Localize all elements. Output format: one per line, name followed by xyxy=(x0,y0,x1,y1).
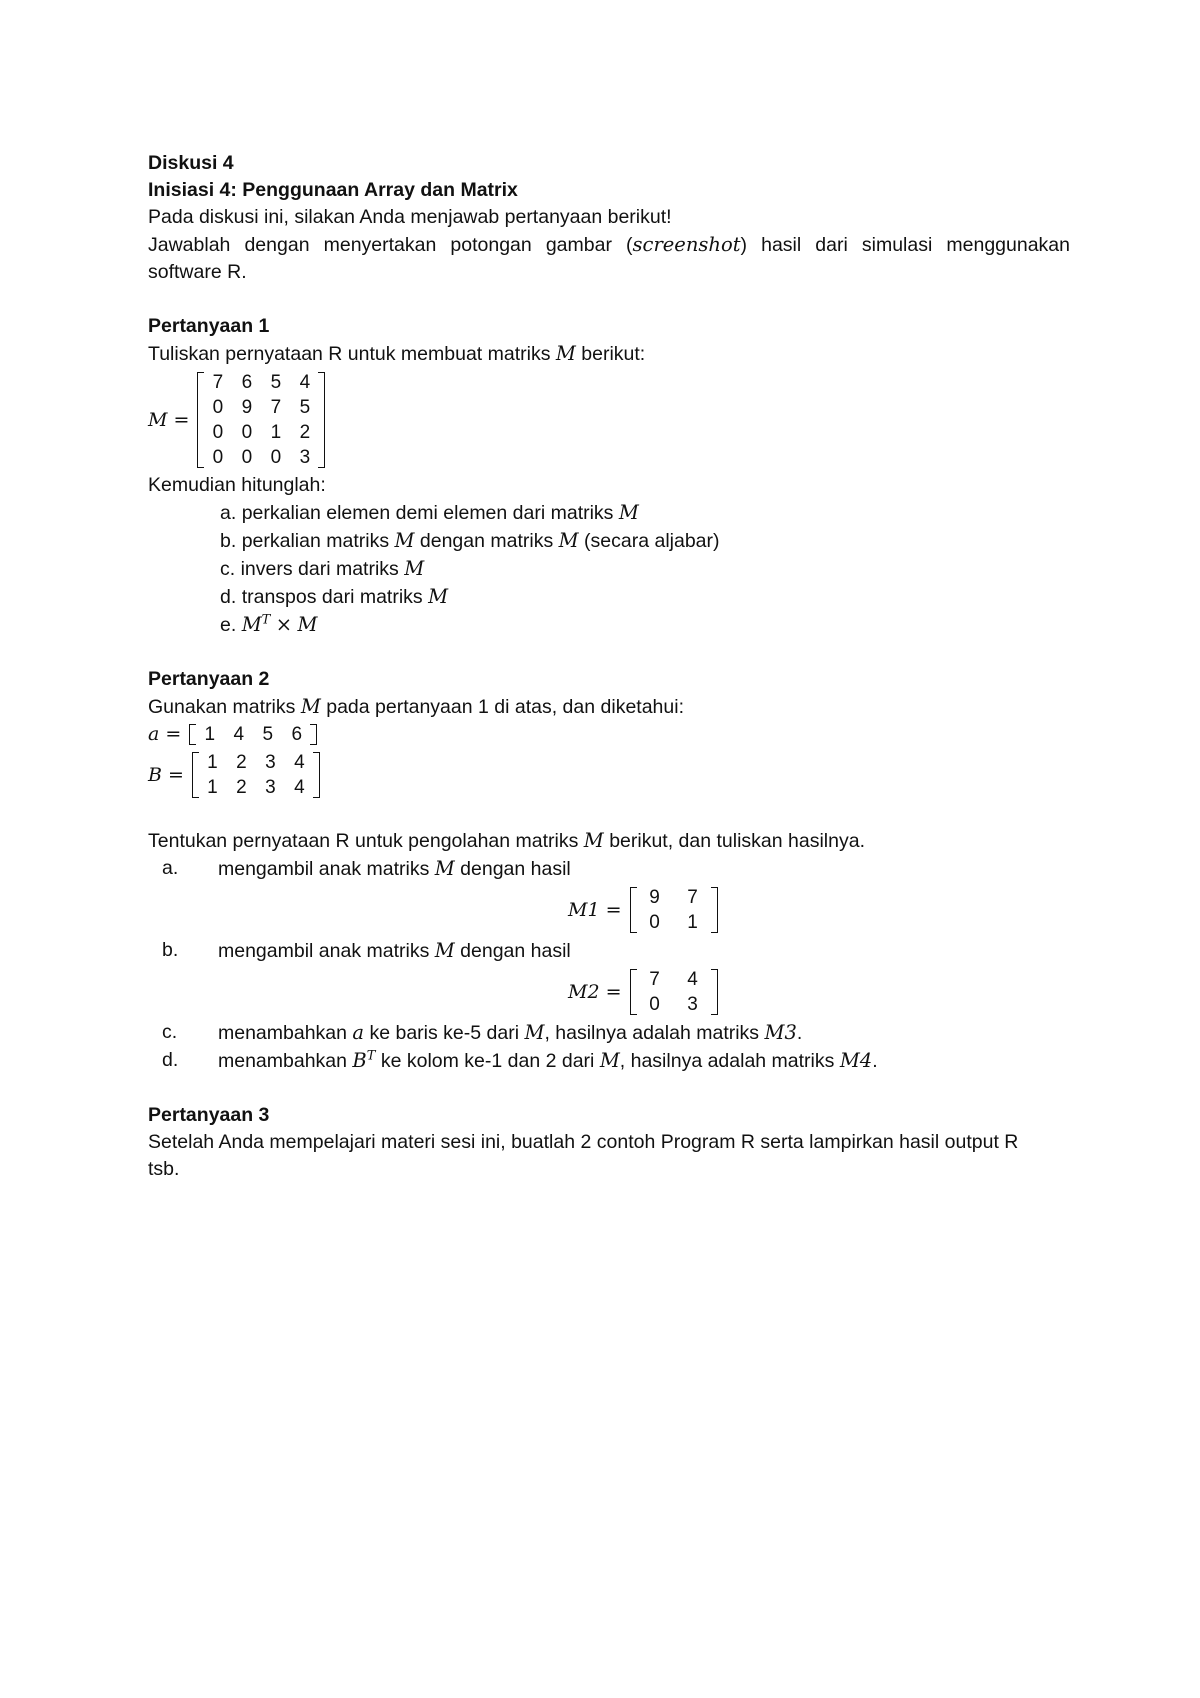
matrix-cell: 5 xyxy=(299,397,311,418)
q3-text-1: Setelah Anda mempelajari materi sesi ini, buatlah 2 contoh Program R serta lampirkan hasil output R xyxy=(148,1131,1019,1153)
q1-matrix-label: M = xyxy=(148,408,190,431)
q3-text-2: tsb. xyxy=(148,1158,180,1180)
matrix-cell: 7 xyxy=(270,397,282,418)
q3-heading: Pertanyaan 3 xyxy=(148,1104,270,1126)
q2-result-m1: M1 = 9 7 0 1 xyxy=(148,885,1070,935)
matrix-cell: 0 xyxy=(212,422,224,443)
matrix-cell: 1 xyxy=(204,724,216,745)
matrix-cell: 1 xyxy=(270,422,282,443)
matrix-m2 xyxy=(630,967,718,1017)
matrix-cell: 1 xyxy=(207,752,218,773)
matrix-cell: 0 xyxy=(212,447,224,468)
q2-heading: Pertanyaan 2 xyxy=(148,668,270,690)
matrix-cell: 1 xyxy=(207,777,218,798)
q1-followup: Kemudian hitunglah: xyxy=(148,474,326,496)
vector-a xyxy=(189,722,317,747)
matrix-cell: 7 xyxy=(212,372,224,393)
vector-a-label: a = xyxy=(148,723,182,745)
matrix-cell: 0 xyxy=(649,994,660,1015)
intro-line-2: Jawablah dengan menyertakan potongan gambar (screenshot) hasil dari simulasi menggunakan xyxy=(148,233,1070,256)
matrix-cell: 2 xyxy=(299,422,311,443)
q1-item-c: c. invers dari matriks M xyxy=(220,557,425,580)
matrix-cell: 0 xyxy=(212,397,224,418)
matrix-cell: 5 xyxy=(262,724,274,745)
matrix-cell: 0 xyxy=(270,447,282,468)
matrix-cell: 4 xyxy=(687,969,698,990)
matrix-cell: 0 xyxy=(241,447,253,468)
q1-matrix-equation xyxy=(148,370,1070,470)
matrix-cell: 1 xyxy=(687,912,698,933)
matrix-cell: 9 xyxy=(649,887,660,908)
matrix-b-label: B = xyxy=(148,763,184,786)
q1-prompt: Tuliskan pernyataan R untuk membuat matriks M berikut: xyxy=(148,342,646,365)
document-title: Diskusi 4 xyxy=(148,152,234,174)
q2-item-b: b. mengambil anak matriks M dengan hasil xyxy=(162,939,571,962)
q2-result-m2: M2 = 7 4 0 3 xyxy=(148,967,1070,1017)
matrix-cell: 5 xyxy=(270,372,282,393)
matrix-cell: 4 xyxy=(294,777,305,798)
matrix-cell: 2 xyxy=(236,777,247,798)
document-page xyxy=(148,150,1070,1183)
matrix-m1 xyxy=(630,885,718,935)
matrix-cell: 7 xyxy=(649,969,660,990)
intro-line-1: Pada diskusi ini, silakan Anda menjawab pertanyaan berikut! xyxy=(148,206,672,228)
q2-item-a: a. mengambil anak matriks M dengan hasil xyxy=(162,857,571,880)
matrix-cell: 6 xyxy=(241,372,253,393)
matrix-cell: 3 xyxy=(687,994,698,1015)
matrix-b xyxy=(192,750,320,800)
q1-item-b: b. perkalian matriks M dengan matriks M (secara aljabar) xyxy=(220,529,720,552)
matrix-cell: 3 xyxy=(265,752,276,773)
matrix-cell: 3 xyxy=(299,447,311,468)
q2-matrix-b xyxy=(148,750,1070,800)
matrix-cell: 7 xyxy=(687,887,698,908)
matrix-cell: 4 xyxy=(233,724,245,745)
q2-prompt: Gunakan matriks M pada pertanyaan 1 di atas, dan diketahui: xyxy=(148,695,684,718)
matrix-cell: 4 xyxy=(299,372,311,393)
matrix-cell: 3 xyxy=(265,777,276,798)
matrix-cell: 0 xyxy=(241,422,253,443)
intro-line-3: software R. xyxy=(148,261,247,283)
q1-item-d: d. transpos dari matriks M xyxy=(220,585,449,608)
q2-vector-a xyxy=(148,721,1070,748)
q1-heading: Pertanyaan 1 xyxy=(148,315,270,337)
matrix-cell: 2 xyxy=(236,752,247,773)
q1-item-e: e. $M^T \times M$ xyxy=(220,612,318,636)
q1-matrix xyxy=(197,370,325,470)
q2-task: Tentukan pernyataan R untuk pengolahan matriks M berikut, dan tuliskan hasilnya. xyxy=(148,829,866,852)
q2-item-d: d. menambahkan $B^T$ ke kolom ke-1 dan 2 dari M, hasilnya adalah matriks M4. xyxy=(162,1048,878,1072)
matrix-cell: 4 xyxy=(294,752,305,773)
matrix-cell: 6 xyxy=(291,724,303,745)
q1-item-a: a. perkalian elemen demi elemen dari matriks M xyxy=(220,501,639,524)
q2-item-c: c. menambahkan a ke baris ke-5 dari M, hasilnya adalah matriks M3. xyxy=(162,1021,803,1044)
document-subtitle: Inisiasi 4: Penggunaan Array dan Matrix xyxy=(148,179,518,201)
matrix-cell: 0 xyxy=(649,912,660,933)
matrix-cell: 9 xyxy=(241,397,253,418)
